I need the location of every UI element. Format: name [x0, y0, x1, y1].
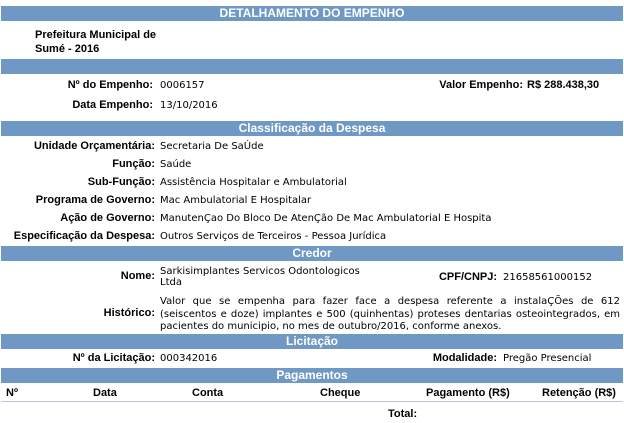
pagamentos-section-bar	[1, 368, 623, 383]
modalidade-label: Modalidade:	[432, 352, 497, 364]
funcao-label: Função:	[112, 158, 155, 170]
empenho-number-value: 0006157	[160, 80, 205, 91]
cpf-cnpj-value: 21658561000152	[503, 272, 593, 283]
empenho-value-text: R$ 288.438,30	[527, 79, 600, 91]
page-title: DETALHAMENTO DO EMPENHO	[219, 6, 405, 20]
col-pagamento-header: Pagamento (R$)	[426, 387, 510, 399]
especificacao-despesa-label: Especificação da Despesa:	[13, 230, 155, 242]
sub-funcao-label: Sub-Função:	[87, 176, 155, 188]
credor-name-label: Nome:	[120, 270, 155, 282]
classificacao-section-title: Classificação da Despesa	[238, 121, 386, 135]
cpf-cnpj-label: CPF/CNPJ:	[438, 271, 497, 283]
unidade-orcamentaria-value: Secretaria De SaÚde	[160, 141, 264, 152]
credor-section-bar	[1, 246, 623, 261]
empenho-number-label: Nº do Empenho:	[67, 79, 153, 91]
total-label: Total:	[388, 408, 418, 420]
col-cheque-header: Cheque	[320, 387, 361, 399]
acao-governo-value: ManutenÇao Do Bloco De AtenÇão De Mac Ambulatorial E Hospita	[160, 213, 492, 224]
licitacao-number-value: 000342016	[160, 353, 218, 364]
page-title-bar	[1, 6, 623, 21]
licitacao-number-label: Nº da Licitação:	[72, 352, 155, 364]
historico-value: Valor que se empenha para fazer face a despesa referente a instalaÇÕes de 612 (seiscentos e doze) implantes e 500 (quinhentas) proteses dentarias osteointegrados, em pacientes do municipio, no mes de outubro/2016, conforme anexos.	[160, 296, 620, 332]
empenho-value	[527, 79, 599, 91]
spacer-bar	[1, 59, 623, 74]
credor-section-title: Credor	[292, 246, 332, 260]
col-numero-header: Nº	[6, 387, 18, 399]
credor-name-value: Sarkisimplantes Servicos Odontologicos Ltda	[160, 266, 360, 288]
empenho-value-label: Valor Empenho:	[439, 79, 523, 91]
licitacao-section-bar	[1, 334, 623, 349]
unidade-orcamentaria-label: Unidade Orçamentária:	[33, 140, 155, 152]
col-conta-header: Conta	[192, 387, 224, 399]
licitacao-section-title: Licitação	[285, 334, 339, 348]
funcao-value: Saúde	[160, 159, 192, 170]
empenho-detail-panel	[1, 1, 623, 421]
col-data-header: Data	[93, 387, 117, 399]
empenho-date-value: 13/10/2016	[160, 100, 218, 111]
acao-governo-label: Ação de Governo:	[60, 212, 155, 224]
modalidade-value: Pregão Presencial	[503, 353, 592, 364]
sub-funcao-value: Assistência Hospitalar e Ambulatorial	[160, 177, 347, 188]
especificacao-despesa-value: Outros Serviços de Terceiros - Pessoa Jurídica	[160, 231, 387, 242]
pagamentos-section-title: Pagamentos	[276, 368, 348, 382]
organization-name: Prefeitura Municipal de Sumé - 2016	[35, 29, 157, 55]
col-retencao-header: Retenção (R$)	[542, 387, 616, 399]
programa-governo-label: Programa de Governo:	[35, 194, 155, 206]
programa-governo-value: Mac Ambulatorial E Hospitalar	[160, 195, 312, 206]
classificacao-section-bar	[1, 121, 623, 136]
empenho-date-label: Data Empenho:	[72, 99, 153, 111]
historico-label: Histórico:	[103, 307, 155, 319]
table-divider	[1, 401, 623, 402]
